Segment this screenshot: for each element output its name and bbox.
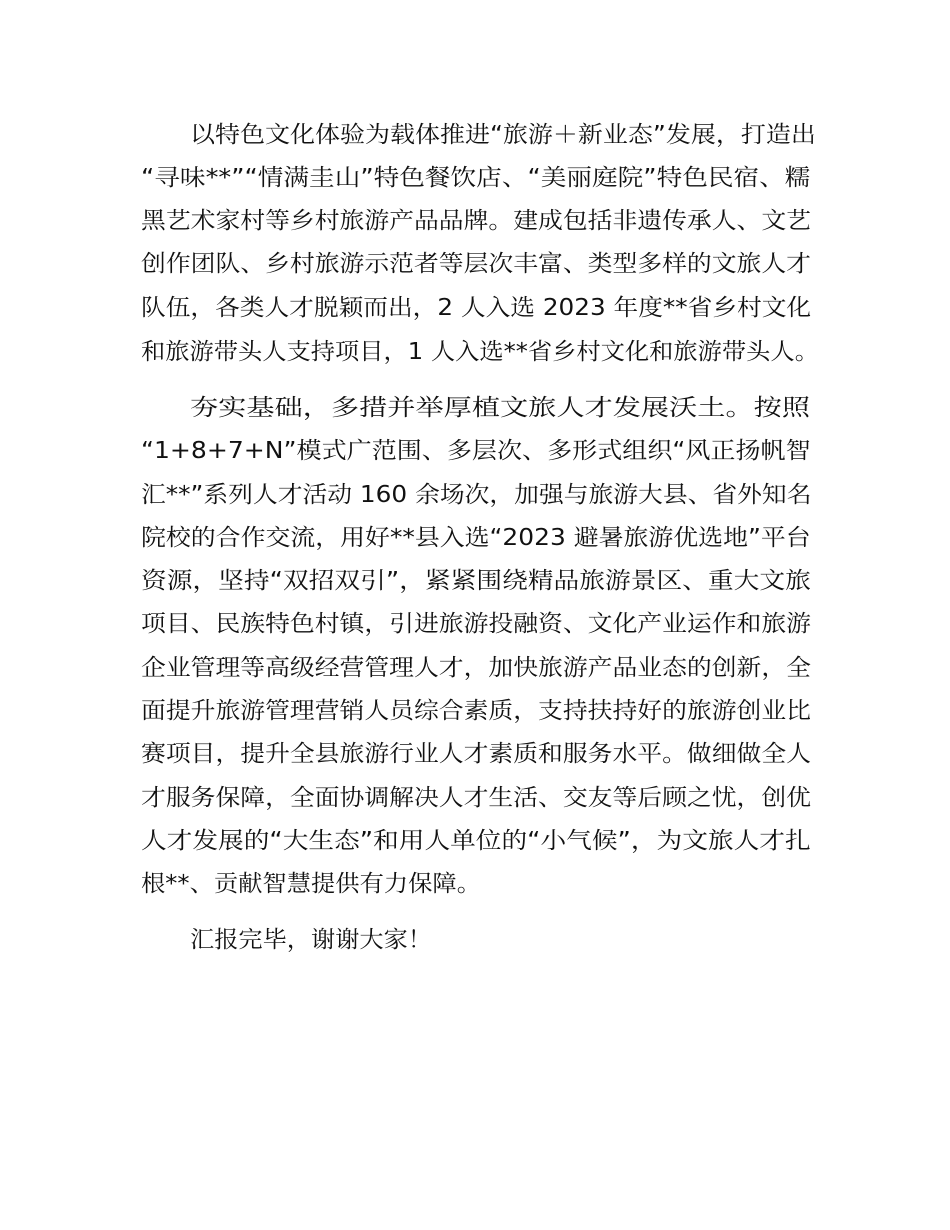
paragraph-2-line-11: 人才发展的“大生态”和用人单位的“小气候”，为文旅人才扎 bbox=[141, 828, 811, 854]
closing-remark: 汇报完毕，谢谢大家！ bbox=[190, 927, 432, 953]
paragraph-2-line-9: 赛项目，提升全县旅游行业人才素质和服务水平。做细做全人 bbox=[141, 741, 811, 767]
paragraph-1-line-2: “寻味**”“情满圭山”特色餐饮店、“美丽庭院”特色民宿、糯 bbox=[141, 165, 811, 191]
paragraph-2-line-10: 才服务保障，全面协调解决人才生活、交友等后顾之忧，创优 bbox=[141, 785, 811, 811]
paragraph-2-line-2: “1+8+7+N”模式广范围、多层次、多形式组织“风正扬帆智 bbox=[141, 438, 811, 464]
paragraph-1-line-5: 队伍，各类人才脱颖而出，2 人入选 2023 年度**省乡村文化 bbox=[141, 295, 812, 321]
paragraph-1-line-3: 黑艺术家村等乡村旅游产品品牌。建成包括非遗传承人、文艺 bbox=[141, 208, 811, 234]
paragraph-2-line-5: 资源，坚持“双招双引”，紧紧围绕精品旅游景区、重大文旅 bbox=[141, 568, 811, 594]
paragraph-2-line-7: 企业管理等高级经营管理人才，加快旅游产品业态的创新，全 bbox=[141, 655, 811, 681]
paragraph-2-line-6: 项目、民族特色村镇，引进旅游投融资、文化产业运作和旅游 bbox=[141, 611, 811, 637]
paragraph-1-line-6: 和旅游带头人支持项目，1 人入选**省乡村文化和旅游带头人。 bbox=[141, 339, 819, 365]
paragraph-2-line-3: 汇**”系列人才活动 160 余场次，加强与旅游大县、省外知名 bbox=[141, 482, 812, 508]
paragraph-2-line-12: 根**、贡献智慧提供有力保障。 bbox=[141, 871, 481, 897]
paragraph-1-line-4: 创作团队、乡村旅游示范者等层次丰富、类型多样的文旅人才 bbox=[141, 251, 811, 277]
paragraph-2-line-4: 院校的合作交流，用好**县入选“2023 避暑旅游优选地”平台 bbox=[141, 525, 811, 551]
paragraph-1-line-1: 以特色文化体验为载体推进“旅游＋新业态”发展，打造出 bbox=[190, 122, 816, 148]
paragraph-2-line-8: 面提升旅游管理营销人员综合素质，支持扶持好的旅游创业比 bbox=[141, 698, 811, 724]
paragraph-2-line-1: 夯实基础，多措并举厚植文旅人才发展沃土。按照 bbox=[190, 395, 810, 421]
